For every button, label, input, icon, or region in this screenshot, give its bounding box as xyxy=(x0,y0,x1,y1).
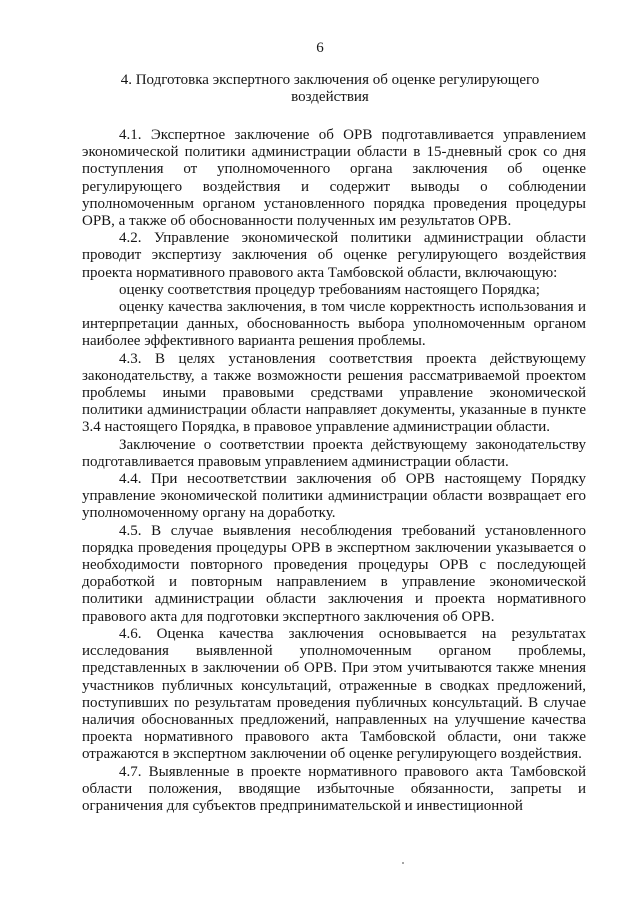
page-number: 6 xyxy=(316,40,324,56)
paragraph-4-7: 4.7. Выявленные в проекте нормативного правового акта Тамбовской области положения, вводящие избыточные обязанности, запреты и ограничения для субъектов предпринимательской и инвестиционной xyxy=(82,763,586,814)
paragraph-4-2-item-1: оценку соответствия процедур требованиям настоящего Порядка; xyxy=(119,281,540,298)
paragraph-4-4: 4.4. При несоответствии заключения об ОРВ настоящему Порядку управление экономической политики администрации области возвращает его уполномоченному органу на доработку. xyxy=(82,471,586,522)
paragraph-4-2: 4.2. Управление экономической политики администрации области проводит экспертизу заключения об оценке регулирующего воздействия проекта нормативного правового акта Тамбовской области, включающую: xyxy=(82,230,586,281)
paragraph-4-6: 4.6. Оценка качества заключения основывается на результатах исследования выявленной уполномоченным органом проблемы, представленных в заключении об ОРВ. При этом учитываются также мнения участников публичных консультаций, отраженные в сводках предложений, поступивших по результатам проведения публичных консультаций. В случае наличия обоснованных предложений, направленных на улучшение качества проекта нормативного правового акта Тамбовской области, они также отражаются в экспертном заключении об оценке регулирующего воздействия. xyxy=(82,625,586,763)
paragraph-4-3-conclusion: Заключение о соответствии проекта действующему законодательству подготавливается правовым управлением администрации области. xyxy=(82,436,586,470)
paragraph-4-2-item-2: оценку качества заключения, в том числе корректность использования и интерпретации данных, обоснованность выбора уполномоченным органом наиболее эффективного варианта решения проблемы. xyxy=(82,299,586,350)
paragraph-4-5: 4.5. В случае выявления несоблюдения требований установленного порядка проведения процедуры ОРВ в экспертном заключении указывается о необходимости повторного проведения процедуры ОРВ с последующей доработкой и повторным направлением в управление экономической политики администрации области заключения и проекта нормативного правового акта для подготовки экспертного заключения об ОРВ. xyxy=(82,522,586,625)
section-title: 4. Подготовка экспертного заключения об оценке регулирующего воздействия xyxy=(120,72,540,105)
scan-speck xyxy=(402,862,404,864)
paragraph-4-3: 4.3. В целях установления соответствия проекта действующему законодательству, а также возможности решения рассматриваемой проектом проблемы иными правовыми средствами управление экономической политики администрации области направляет документы, указанные в пункте 3.4 настоящего Порядка, в правовое управление администрации области. xyxy=(82,350,586,436)
paragraph-4-1: 4.1. Экспертное заключение об ОРВ подготавливается управлением экономической политики администрации области в 15-дневный срок со дня поступления от уполномоченного органа заключения об оценке регулирующего воздействия и содержит выводы о соблюдении уполномоченным органом установленного порядка проведения процедуры ОРВ, а также об обоснованности полученных им результатов ОРВ. xyxy=(82,127,586,230)
document-body xyxy=(82,127,586,815)
